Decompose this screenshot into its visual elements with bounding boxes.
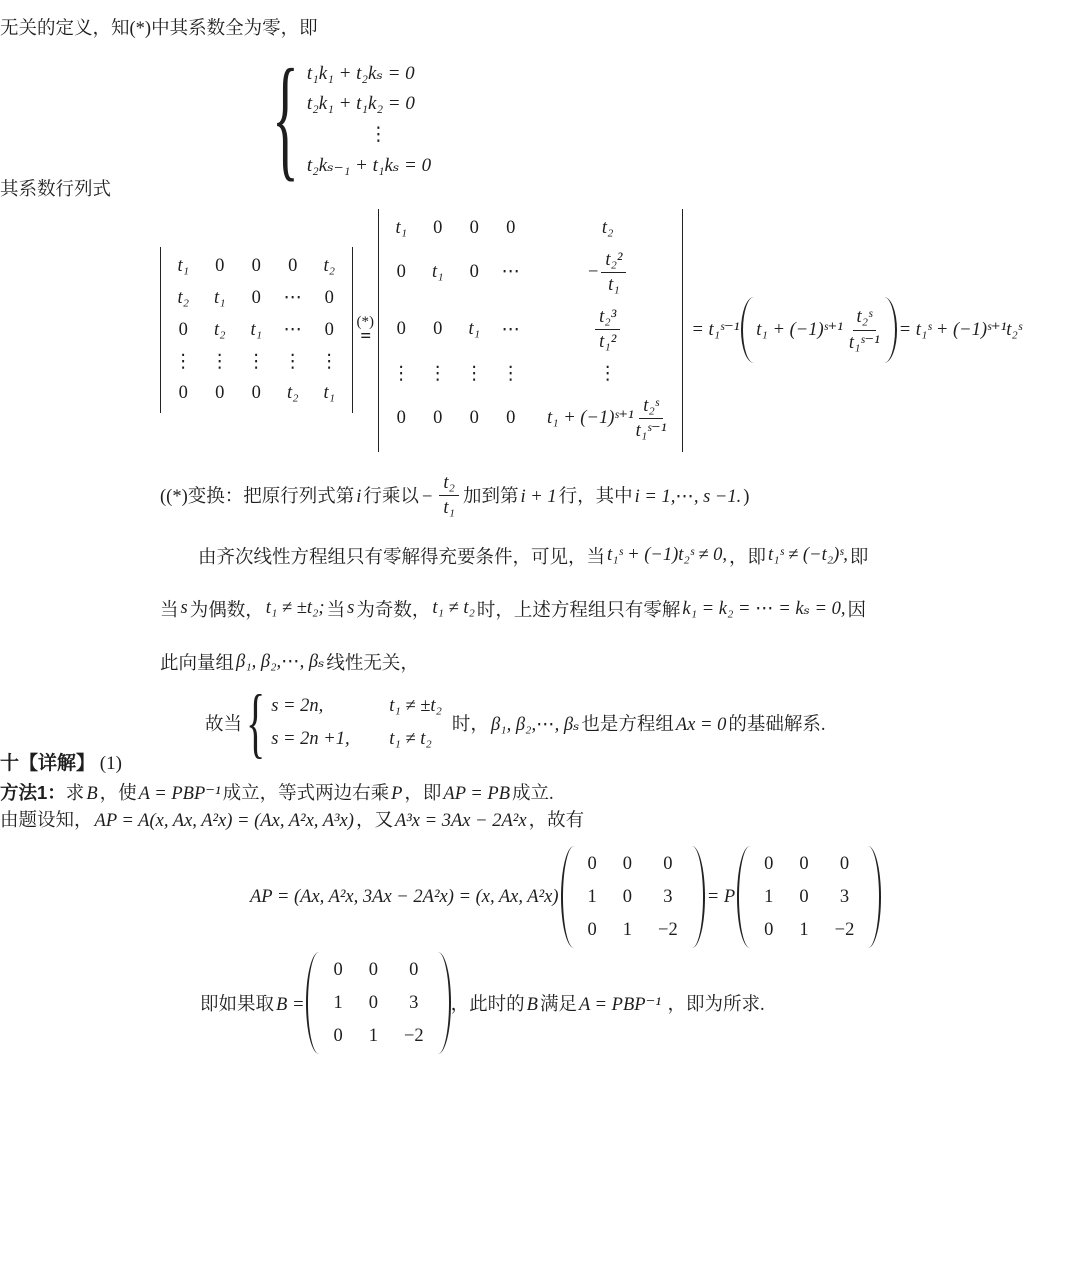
matrix-cell: ⋮ [501,364,520,385]
matrix-row [751,914,867,947]
matrix-B [320,954,436,1053]
ap-prefix: AP = (Ax, A²x, 3Ax − 2A²x) = (x, Ax, A²x) [250,886,559,907]
determinant-equation [160,209,1080,452]
matrix-cell [529,244,678,301]
matrix-cell: 0 [251,383,261,404]
system-line: t₁k₁ + t₂kₛ = 0 [306,62,415,84]
ap-mid: = P [706,886,736,907]
body-paragraph [0,529,1080,688]
matrix-cell: 0 [368,959,378,980]
result-eq2: = t₁ˢ + (−1)ˢ⁺¹t₂ˢ [898,320,1022,341]
matrix-cell [529,390,678,447]
text-run: 成立. [512,783,554,804]
matrix-cell: 0 [506,217,516,238]
text-run: 为偶数， [189,600,264,621]
matrix-cell: ⋮ [598,364,617,385]
right-paren [438,952,451,1054]
matrix-cell: ⋯ [283,320,302,341]
math-run: β₁, β₂,⋯, βₛ [490,715,580,735]
math-run: s [180,598,188,618]
fraction-numerator: t₂² [601,249,626,273]
text-run: ) [743,487,750,508]
matrix-cell: 1 [799,919,809,940]
condition-row [269,696,444,717]
fraction-numerator: t₂ [439,472,459,496]
matrix-cell: 3 [409,992,419,1013]
matrix-cell [529,301,678,358]
matrix-cell: t₂ [323,256,336,277]
matrix-cell: ⋮ [210,352,229,373]
math-run: t₁ ≠ t₂ [432,598,475,618]
math-run: AP = A(x, Ax, A²x) = (Ax, A²x, A³x) [94,811,354,832]
matrix-cell: t₁ [395,217,408,238]
math-run: Ax = 0 [675,715,727,735]
matrix-cell: 0 [288,256,298,277]
right-paren [868,846,881,948]
matrix-cell: 0 [396,319,406,340]
matrix-cell: t₁ [468,319,481,340]
matrix-row [165,378,348,409]
matrix-cell: t₁ [431,261,444,282]
matrix-row [751,881,867,914]
matrix-cell: 0 [469,261,479,282]
matrix-cell: ⋮ [428,364,447,385]
matrix-cell: t₂ [286,383,299,404]
matrix-cell: ⋮ [392,364,411,385]
matrix-cell: 1 [764,886,774,907]
matrix-cell: 0 [622,886,633,907]
math-run: A = PBP⁻¹ [578,995,661,1015]
method-line [0,779,1080,809]
matrix-row [320,987,436,1020]
matrix-cell: 0 [433,217,443,238]
text-run: 为奇数， [356,600,431,621]
final-pre [200,990,306,1016]
matrix-cell: t₁ [323,383,336,404]
matrix-cell: 0 [324,319,334,340]
matrix-cell: 1 [368,1025,378,1046]
matrix-cell: t₁ [213,287,226,308]
text-run: 即 [849,547,869,568]
matrix-cell: 0 [251,256,261,277]
text-run: 当 [326,600,346,621]
text-run: ，此时的 [450,995,525,1015]
text-run: 行乘以 [363,487,419,508]
matrix-cell: 0 [333,1025,343,1046]
text-run: 时，上述方程组只有零解 [476,600,681,621]
matrix-B [575,848,691,947]
math-run: i + 1 [520,487,557,508]
matrix-cell: 0 [433,408,443,429]
math-run: A = PBP⁻¹ [138,783,221,804]
math-run: AP = PB [443,783,511,804]
text-run: 此向量组 [160,653,235,674]
math-run: t₁ˢ + (−1)t₂ˢ ≠ 0, [607,545,728,565]
conclusion-pre: 故当 [205,715,243,735]
matrix-cell: 0 [215,383,225,404]
paragraph-line [160,582,920,635]
fraction [437,472,461,519]
paragraph-line [160,529,920,582]
final-post [451,990,765,1016]
matrix-row [165,282,348,314]
math-run: P [391,783,403,804]
matrix-cell: 1 [622,919,633,940]
result-expression [689,297,1023,363]
matrix-cell: ⋮ [247,352,266,373]
matrix-cell: −2 [403,1025,424,1046]
matrix-cell: t₂ [213,319,226,340]
fraction-numerator: t₂³ [595,306,620,330]
fraction-denominator: t₁² [599,332,617,353]
matrix-cell: 0 [178,319,188,340]
matrix-row [165,314,348,346]
ap-equation [248,846,1080,948]
matrix-row [575,881,691,914]
matrix-cell: 0 [324,287,334,308]
result-eq1: = t₁ˢ⁻¹ [691,320,740,341]
text-run: (1) [95,753,122,774]
matrix-cell: 1 [333,992,343,1013]
result-inner: t₁ + (−1)ˢ⁺¹ [756,320,843,341]
text-run: 行，其中 [558,487,633,508]
text-run: 时， [451,715,489,735]
text-run: ，故有 [528,811,585,832]
matrix-row [165,251,348,282]
matrix-cell: 0 [663,853,673,874]
condition-row [269,729,444,750]
fraction [601,249,626,296]
fraction-denominator: t₁ [443,497,455,518]
text-run: 当 [160,600,179,621]
matrix-row [575,914,691,947]
matrix-row [751,848,867,881]
vertical-dots: ⋮ [368,123,388,145]
matrix-cell: 0 [333,959,343,980]
matrix-cell: ⋮ [465,364,484,385]
matrix-B [751,848,867,947]
matrix-cell: 0 [587,919,597,940]
matrix-cell: 0 [215,256,225,277]
matrix-cell: 0 [396,408,406,429]
fraction [595,306,620,353]
text-run: 由齐次线性方程组只有零解得充要条件，可见，当 [198,547,606,568]
system-lines [305,62,433,177]
right-paren [884,297,897,363]
condition-rows [269,696,444,750]
matrix-row [383,244,678,301]
matrix-cell: 0 [799,853,809,874]
matrix-cell: ⋮ [320,352,339,373]
fraction-denominator: t₁ˢ⁻¹ [635,421,667,442]
text-run: ((*)变换：把原行列式第 [160,487,355,508]
system-left-brace: { [272,43,299,196]
math-run: i [356,487,362,508]
matrix-cell: 0 [251,287,261,308]
matrix-cell: t₁ [250,319,263,340]
note-pre [160,482,435,508]
coefficient-determinant-label: 其系数行列式 [0,179,112,200]
condition-constraint: t₁ ≠ ±t₂ [389,696,442,716]
setup-line [0,808,1080,836]
determinant-original [160,247,353,413]
matrix-cell: 0 [764,853,774,874]
text-run: 方法1： [0,781,66,803]
text-run: 因 [847,600,866,621]
fraction-numerator: t₂ˢ [853,306,876,330]
matrix-cell: 0 [839,853,850,874]
matrix-cell: 0 [506,408,516,429]
conclusion-left-brace: { [246,678,266,766]
condition-constraint: t₁ ≠ t₂ [389,729,432,749]
transform-note [160,472,1080,519]
text-run: 也是方程组 [581,715,674,735]
matrix-cell: 0 [178,383,188,404]
fraction [636,395,667,442]
text-run: 即如果取 [200,995,275,1015]
matrix-row [383,213,678,244]
matrix-cell: 0 [799,886,809,907]
fraction [847,306,882,353]
system-line: t₂k₁ + t₁k₂ = 0 [306,92,415,114]
left-paren [561,846,574,948]
matrix-cell: 1 [587,886,597,907]
text-run: 的基础解系. [728,715,826,735]
math-run: t₁ˢ ≠ (−t₂)ˢ, [768,545,848,565]
math-run: B = [276,995,305,1015]
math-run: B [86,783,98,804]
matrix-cell: ⋮ [174,352,193,373]
matrix-cell: 0 [764,919,774,940]
matrix-cell: 0 [433,319,443,340]
math-run: A³x = 3Ax − 2A²x [394,811,527,832]
matrix-row [383,358,678,390]
star-equals [357,315,375,346]
section-heading [0,750,1080,779]
math-run: − [420,487,434,508]
conclusion-block [205,678,1080,766]
note-post [463,482,750,508]
condition-case: s = 2n, [271,696,324,716]
matrix-cell: 3 [663,886,673,907]
matrix-cell: −2 [658,919,678,940]
equals-sign: = [360,325,371,347]
matrix-row [383,390,678,447]
text-run: 线性无关， [326,653,419,674]
matrix-cell: t₂ [177,287,190,308]
text-run: 加到第 [462,487,519,508]
matrix-cell: ⋯ [501,262,520,283]
expression-prefix: t₁ + (−1)ˢ⁺¹ [547,408,634,429]
text-run: 成立，等式两边右乘 [222,783,390,804]
left-paren [306,952,319,1054]
text-run: ，即为所求. [662,995,765,1015]
text-run: 由题设知， [0,811,93,832]
math-run: s [347,598,355,618]
math-run: k₁ = k₂ = ⋯ = kₛ = 0, [682,598,846,619]
text-run: 十【详解】 [0,753,96,774]
conclusion-post [452,710,826,736]
math-run: B [526,995,538,1015]
left-paren [741,297,754,363]
equation-system [272,43,1080,196]
fraction-denominator: t₁ [608,274,620,295]
matrix-cell: 0 [409,959,419,980]
matrix-cell: 0 [587,853,597,874]
fraction-denominator: t₁ˢ⁻¹ [848,332,880,353]
matrix-cell: −2 [834,919,855,940]
text-run: ，使 [99,783,137,804]
text-run: 满足 [539,995,577,1015]
matrix-cell: 0 [469,217,479,238]
text-run: 求 [65,783,85,804]
matrix-row [320,954,436,987]
matrix-cell: 0 [469,408,479,429]
text-run: ，即 [404,783,442,804]
system-line: t₂kₛ₋₁ + t₁kₛ = 0 [306,154,432,176]
matrix-cell: 0 [396,261,406,282]
fraction-numerator: t₂ˢ [639,395,662,419]
math-run: i = 1,⋯, s −1. [634,487,742,508]
matrix-row [165,346,348,378]
matrix-cell: ⋯ [283,288,302,309]
final-line [200,952,1080,1054]
right-paren [692,846,705,948]
matrix-row [575,848,691,881]
text-run: ，即 [729,547,767,568]
matrix-row [383,301,678,358]
left-paren [737,846,750,948]
minus-sign: − [586,261,600,282]
matrix-cell: t₁ [177,256,190,277]
matrix-cell: 3 [839,886,850,907]
matrix-cell: ⋯ [501,319,520,340]
intro-paragraph: 无关的定义，知(*)中其系数全为零，即 [0,19,318,39]
matrix-cell: 0 [368,992,378,1013]
matrix-row [320,1020,436,1053]
math-run: t₁ ≠ ±t₂; [265,598,325,618]
determinant-transformed [378,209,683,452]
text-run: ，又 [355,811,393,832]
star-label: (*) [356,313,374,330]
paragraph-line [160,635,920,688]
condition-case: s = 2n +1, [271,729,350,749]
matrix-cell: t₂ [601,217,614,238]
matrix-cell: ⋮ [283,352,302,373]
math-run: β₁, β₂,⋯, βₛ [236,651,325,672]
matrix-cell: 0 [622,853,633,874]
